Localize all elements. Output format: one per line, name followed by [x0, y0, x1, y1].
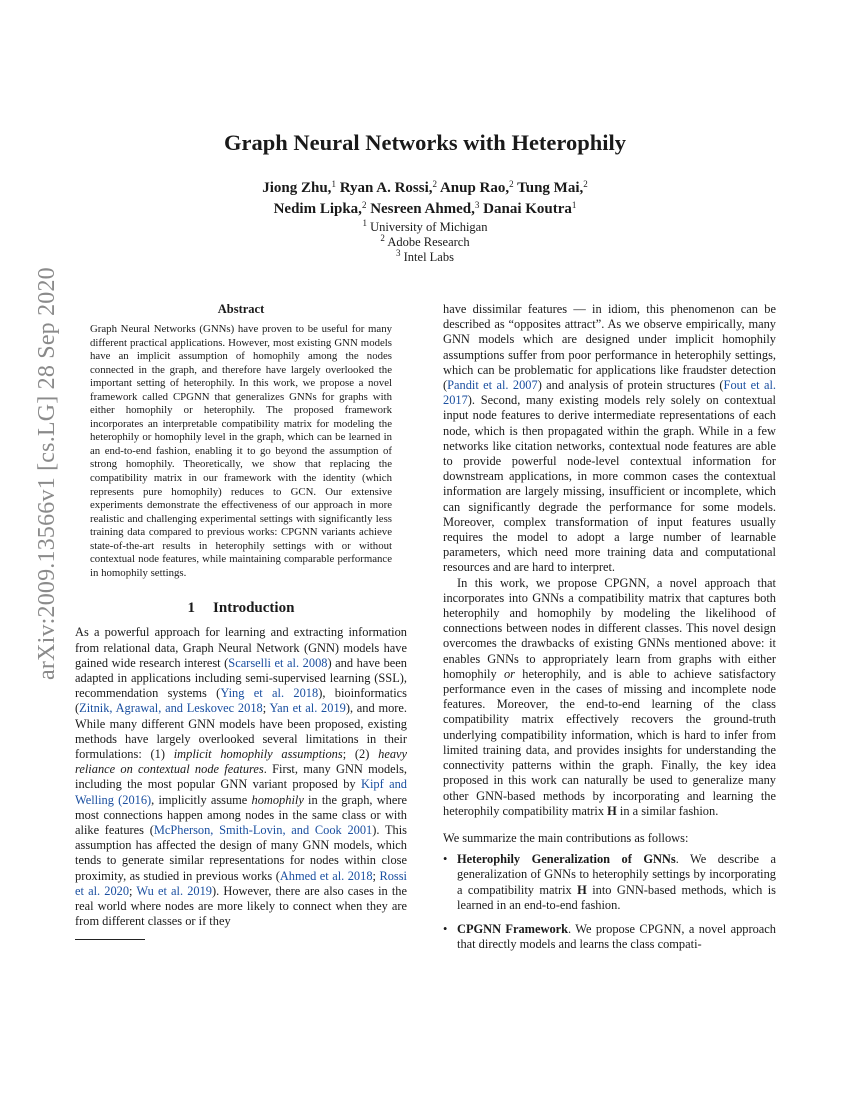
author-name: Nedim Lipka, [273, 201, 362, 217]
author-name: Jiong Zhu, [262, 180, 332, 196]
abstract-text: Graph Neural Networks (GNNs) have proven to be useful for many different practical applications. However, most existing GNN models have an implicit assumption of homophily among the nodes connected in the graph, and therefore have largely overlooked the important setting of heterophily. In this work, we propose a novel framework called CPGNN that generalizes GNNs for graphs with either homophily or heterophily. The proposed framework incorporates an interpretable compatibility matrix for modeling the heterophily or homophily level in the graph, which can be learned in an end-to-end fashion, enabling it to go beyond the assumption of strong homophily. Theoretically, we show that replacing the compatibility matrix in our framework with the identity (which represents pure homophily) reduces to GCN. Our extensive experiments demonstrate the effectiveness of our approach in more realistic and challenging experimental settings with significantly less training data compared to previous works: CPGNN variants achieve state-of-the-art results in heterophily settings with or without contextual node features, while maintaining comparable performance in homophily settings. [90, 323, 392, 579]
affiliation-list [0, 220, 850, 265]
citation-link[interactable]: Scarselli et al. 2008 [228, 655, 328, 670]
affiliation-marker: 2 [509, 179, 514, 189]
text-run: ), bioinformatics ( [75, 686, 408, 716]
citation-link[interactable]: Pandit et al. 2007 [447, 378, 538, 393]
bullet-icon: • [443, 852, 448, 867]
text-run: . We describe a generalization of GNNs to heterophily settings by incorporating a compatibility matrix [457, 852, 776, 897]
contribution-list [443, 852, 776, 952]
emphasis-text: heavy reliance on contextual node features [75, 747, 408, 777]
author-name: Tung Mai, [513, 180, 584, 196]
right-column [443, 302, 776, 961]
affiliation-marker: 2 [361, 200, 367, 210]
text-run: heterophily, and is able to achieve satisfactory performance even in the cases of missing and incomplete node features. Moreover, the end-to-end learning of the class compatibility matrix effectively recovers the ground-truth underlying compatibility information, which is hard to infer from limited training data, and provides insights for understanding the connectivity patterns within the graph. Finally, the key idea proposed in this work can naturally be used to generalize many other GNN-based methods by incorporating and learning the heterophily compatibility matrix [443, 666, 776, 818]
text-run: ; [262, 701, 270, 716]
citation-link[interactable]: Ying et al. 2018 [220, 686, 319, 701]
left-column [75, 302, 407, 940]
citation-link[interactable]: Zitnik, Agrawal, and Leskovec 2018 [79, 701, 263, 716]
text-run: . First, many GNN models, including the most popular GNN variant proposed by [75, 762, 407, 792]
author-name: Ryan A. Rossi, [335, 180, 433, 196]
text-run: . We propose CPGNN, a novel approach that directly models and learns the class compati- [457, 921, 776, 952]
citation-link[interactable]: Wu et al. 2019 [136, 883, 213, 898]
affiliation-marker: 1 [571, 200, 577, 210]
contribution-item [443, 922, 776, 952]
text-run: have dissimilar features — in idiom, this phenomenon can be described as “opposites attract”. As we observe empirically, many GNN models which are designed under implicit homophily assumptions suffer from poor performance in heterophily settings, which can be problematic for applications like fraudster detection ( [443, 302, 776, 393]
body-paragraph: We summarize the main contributions as follows: [443, 830, 689, 845]
text-run: ). This assumption has affected the design of many GNN models, which tends to generate similar representations for nodes within close proximity, as studied in previous works ( [75, 823, 407, 883]
author-list [0, 178, 850, 220]
text-run: ; (2) [342, 747, 379, 762]
text-run: ). Second, many existing models rely solely on contextual input node features to derive intermediate representations of each node, which is then propagated within the graph. While in a few networks like citation networks, contextual node features are able to provide powerful node-level contextual information for downstream applications, in more common cases the contextual information are largely missing, insufficient or incomplete, which can significantly degrade the performance for some models. Moreover, complex transformation of input features usually requires the model to adopt a large number of learnable parameters, which need more training data and computational resources and are hard to interpret. [443, 393, 776, 575]
affiliation-marker: 2 [583, 179, 588, 189]
author-name: Danai Koutra [479, 201, 572, 217]
author-line-2 [0, 199, 850, 220]
text-run: ). However, there are also cases in the real world where nodes are more likely to connect when they are from different classes or if they [75, 883, 408, 929]
bold-text: H [607, 803, 617, 818]
section-heading-introduction [75, 600, 407, 617]
text-run: ) and have been adapted in applications including semi-supervised learning (SSL), recommendation systems ( [75, 655, 407, 701]
citation-link[interactable]: Ahmed et al. 2018 [279, 868, 373, 883]
citation-link[interactable]: Rossi et al. 2020 [75, 868, 407, 898]
section-number: 1 [187, 600, 196, 617]
affiliation: $^1$ University of Michigan [362, 218, 488, 234]
affiliation: $^2$ Adobe Research [380, 233, 470, 249]
citation-link[interactable]: Kipf and Welling (2016) [75, 777, 408, 807]
text-run: ) and analysis of protein structures ( [537, 378, 724, 393]
bullet-icon: • [443, 921, 448, 936]
bold-text: CPGNN Framework [457, 921, 569, 936]
author-name: Nesreen Ahmed, [366, 201, 475, 217]
section-title: Introduction [213, 600, 295, 617]
abstract-heading: Abstract [217, 302, 265, 316]
contribution-item [443, 852, 776, 913]
text-run: in the graph, where most connections happen among nodes in the same class or with alike features ( [75, 792, 407, 838]
citation-link[interactable]: McPherson, Smith-Lovin, and Cook 2001 [153, 823, 373, 838]
author-line-1 [0, 178, 850, 199]
arxiv-identifier: arXiv:2009.13566v1 [cs.LG] 28 Sep 2020 [34, 267, 60, 680]
body-paragraph [443, 302, 776, 576]
footnote-rule [75, 939, 145, 940]
text-run: in a similar fashion. [616, 803, 719, 818]
bold-text: Heterophily Generalization of GNNs [457, 852, 676, 867]
citation-link[interactable]: Yan et al. 2019 [269, 701, 346, 716]
bold-text: H [577, 882, 587, 897]
text-run: ; [129, 883, 137, 898]
affiliation-marker: 3 [474, 200, 480, 210]
text-run: ), and more. While many different GNN models have been proposed, existing methods have largely overlooked several limitations in their formulations: (1) [75, 701, 407, 762]
citation-link[interactable]: Fout et al. 2017 [443, 378, 776, 408]
body-paragraph [75, 625, 407, 929]
emphasis-text: homophily [251, 792, 304, 807]
paper-title: Graph Neural Networks with Heterophily [223, 130, 627, 155]
emphasis-text: or [503, 666, 515, 681]
affiliation: $^3$ Intel Labs [396, 248, 454, 264]
author-name: Anup Rao, [437, 180, 510, 196]
text-run: into GNN-based methods, which is learned in an end-to-end fashion. [457, 882, 776, 912]
affiliation-marker: 2 [432, 179, 438, 189]
text-run: ; [372, 868, 380, 883]
text-run: In this work, we propose CPGNN, a novel approach that incorporates into GNNs a compatibility matrix that captures both heterophily and homophily by modeling the likelihood of connections between nodes in different classes. This novel design overcomes the drawbacks of existing GNNs mentioned above: it enables GNNs to appropriately learn from graphs with either homophily [443, 575, 776, 681]
emphasis-text: implicit homophily assumptions [173, 747, 343, 762]
affiliation-marker: 1 [331, 179, 336, 189]
text-run: , implicitly assume [151, 792, 252, 807]
body-paragraph [443, 576, 776, 819]
text-run: As a powerful approach for learning and extracting information from relational data, Graph Neural Network (GNN) models have gained wide research interest ( [75, 625, 407, 670]
